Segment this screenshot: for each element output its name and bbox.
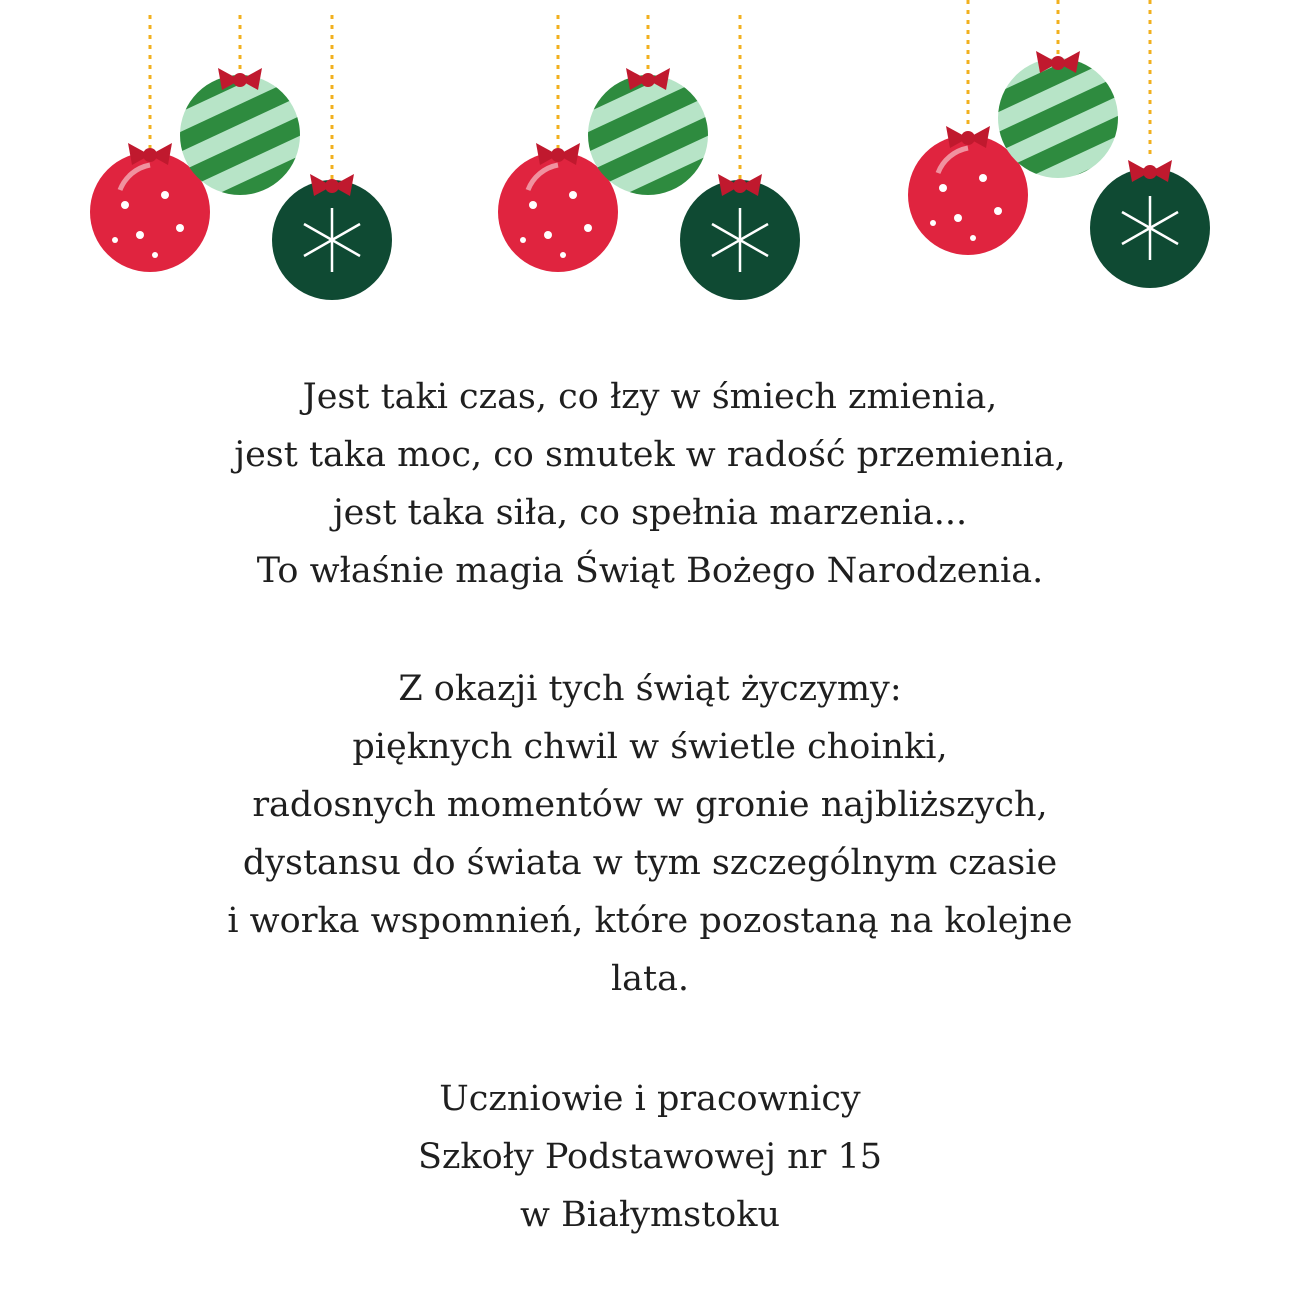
wishes-line: radosnych momentów w gronie najbliższych,	[252, 785, 1048, 825]
poem-line: jest taka siła, co spełnia marzenia...	[332, 493, 968, 533]
signature-line: Uczniowie i pracownicy	[439, 1079, 861, 1119]
poem-line: jest taka moc, co smutek w radość przemienia,	[234, 435, 1066, 475]
poem-line: Jest taki czas, co łzy w śmiech zmienia,	[302, 377, 998, 417]
signature-line: w Białymstoku	[519, 1195, 781, 1235]
poem-line: To właśnie magia Świąt Bożego Narodzenia.	[256, 551, 1044, 591]
bauble-cluster-icon	[898, 0, 1228, 310]
wishes-line: i worka wspomnień, które pozostaną na kolejne	[227, 901, 1073, 941]
wishes-line: Z okazji tych świąt życzymy:	[398, 669, 902, 709]
wishes-line: pięknych chwil w świetle choinki,	[352, 727, 948, 767]
ornament-group-left	[80, 0, 410, 310]
ornament-group-center	[488, 0, 818, 310]
signature	[0, 1070, 1300, 1244]
wishes-line: dystansu do świata w tym szczególnym czasie	[242, 843, 1058, 883]
bauble-cluster-icon	[488, 0, 818, 310]
wishes	[0, 660, 1300, 1008]
bauble-cluster-icon	[80, 0, 410, 310]
ornaments-decoration	[0, 0, 1300, 310]
striped-bauble-icon	[998, 58, 1118, 178]
poem	[0, 368, 1300, 600]
striped-bauble-icon	[180, 75, 300, 195]
signature-line: Szkoły Podstawowej nr 15	[417, 1137, 883, 1177]
wishes-line: lata.	[610, 959, 690, 999]
striped-bauble-icon	[588, 75, 708, 195]
ornament-group-right	[898, 0, 1228, 310]
